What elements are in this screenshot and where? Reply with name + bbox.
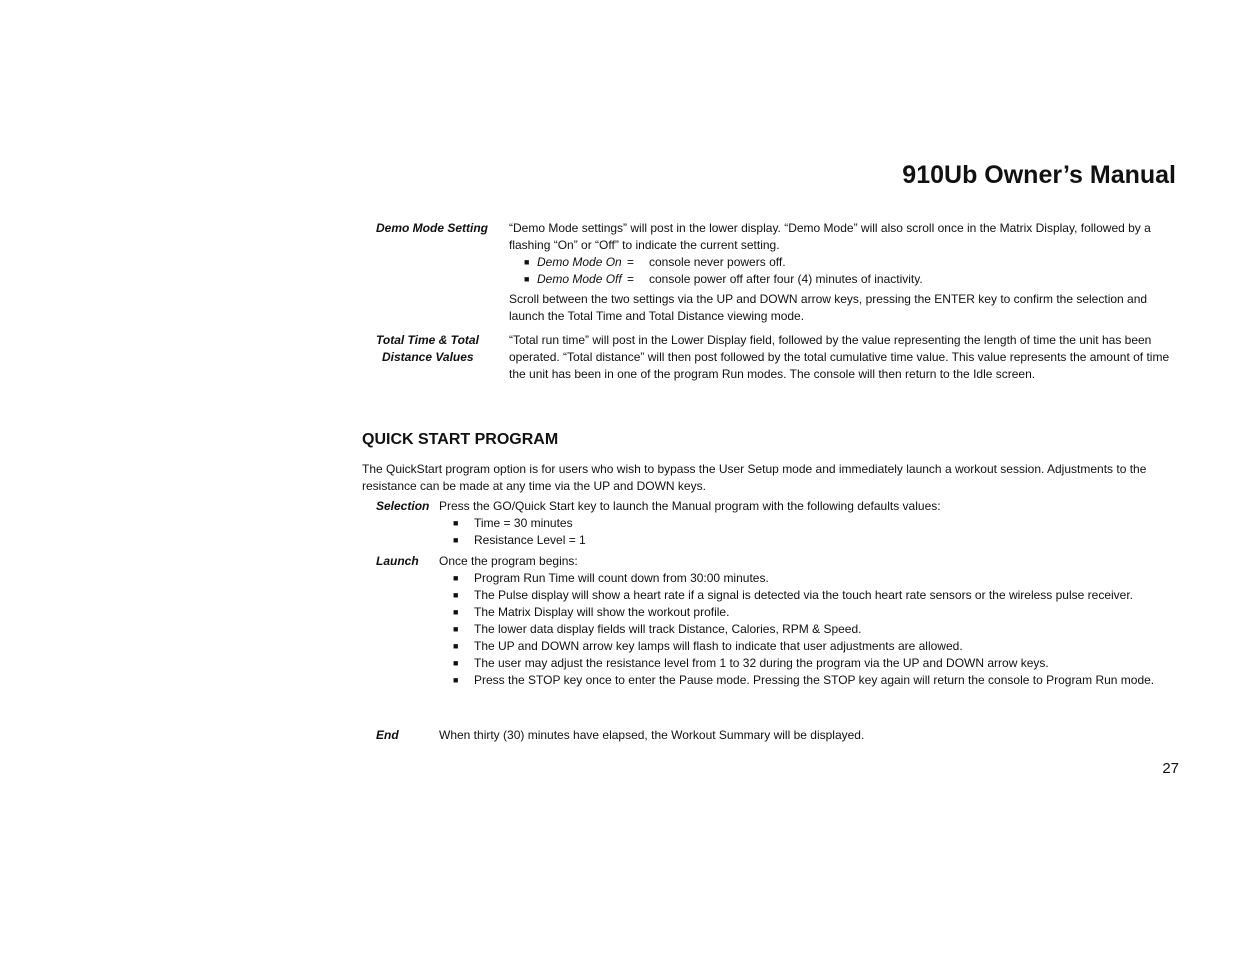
list-item — [439, 672, 1176, 689]
list-item-text: The lower data display fields will track Distance, Calories, RPM & Speed. — [474, 622, 862, 636]
square-bullet-icon: ■ — [453, 590, 459, 600]
end-body — [439, 727, 1176, 744]
list-item-text: Time = 30 minutes — [474, 516, 573, 530]
square-bullet-icon: ■ — [453, 518, 459, 528]
option-description: console never powers off. — [649, 255, 786, 269]
option-term: Demo Mode On — [537, 255, 622, 269]
demo-mode-option — [509, 271, 1177, 288]
launch-list — [439, 570, 1176, 689]
total-time-body — [509, 332, 1177, 383]
option-description: console power off after four (4) minutes of inactivity. — [649, 272, 923, 286]
list-item-text: The Pulse display will show a heart rate if a signal is detected via the touch heart rate sensors or the wireless pulse receiver. — [474, 588, 1133, 602]
square-bullet-icon: ■ — [453, 573, 459, 583]
quick-start-intro: The QuickStart program option is for users who wish to bypass the User Setup mode and immediately launch a workout session. Adjustments to the resistance can be made at any time via the UP and DOWN keys. — [362, 462, 1147, 493]
demo-mode-options — [509, 254, 1177, 288]
list-item — [439, 532, 1176, 549]
page-number: 27 — [1162, 760, 1179, 777]
list-item-text: The Matrix Display will show the workout profile. — [474, 605, 730, 619]
list-item-text: Program Run Time will count down from 30:00 minutes. — [474, 571, 769, 585]
end-label: End — [376, 728, 399, 742]
list-item-text: The UP and DOWN arrow key lamps will flash to indicate that user adjustments are allowed. — [474, 639, 963, 653]
list-item — [439, 638, 1176, 655]
section-heading: QUICK START PROGRAM — [362, 431, 559, 448]
square-bullet-icon: ■ — [524, 257, 530, 267]
total-time-description: “Total run time” will post in the Lower Display field, followed by the value representing the length of time the unit has been operated. “Total distance” will then post followed by the total cumulative time value. This value represents the amount of time the unit has been in one of the program Run modes. The console will then return to the Idle screen. — [509, 333, 1170, 381]
list-item — [439, 621, 1176, 638]
list-item — [439, 515, 1176, 532]
square-bullet-icon: ■ — [453, 607, 459, 617]
launch-text: Once the program begins: — [439, 554, 578, 568]
total-time-label-line2: Distance Values — [382, 350, 474, 364]
launch-body — [439, 553, 1176, 689]
demo-mode-label: Demo Mode Setting — [376, 221, 489, 235]
selection-list — [439, 515, 1176, 549]
square-bullet-icon: ■ — [453, 641, 459, 651]
list-item-text: The user may adjust the resistance level from 1 to 32 during the program via the UP and DOWN arrow keys. — [474, 656, 1049, 670]
square-bullet-icon: ■ — [453, 675, 459, 685]
launch-label: Launch — [376, 554, 419, 568]
manual-title: 910Ub Owner’s Manual — [902, 161, 1176, 189]
selection-label: Selection — [376, 499, 430, 513]
demo-mode-description: “Demo Mode settings” will post in the lower display. “Demo Mode” will also scroll once in the Matrix Display, followed by a flashing “On” or “Off” to indicate the current setting. — [509, 221, 1151, 252]
demo-mode-option — [509, 254, 1177, 271]
end-text: When thirty (30) minutes have elapsed, the Workout Summary will be displayed. — [439, 728, 865, 742]
list-item-text: Press the STOP key once to enter the Pause mode. Pressing the STOP key again will return the console to Program Run mode. — [474, 673, 1155, 687]
square-bullet-icon: ■ — [453, 658, 459, 668]
total-time-label — [376, 332, 504, 366]
total-time-label-line1: Total Time & Total — [376, 333, 479, 347]
list-item-text: Resistance Level = 1 — [474, 533, 586, 547]
list-item — [439, 604, 1176, 621]
list-item — [439, 655, 1176, 672]
list-item — [439, 570, 1176, 587]
option-equals: = — [627, 272, 635, 286]
square-bullet-icon: ■ — [453, 535, 459, 545]
option-equals: = — [627, 255, 635, 269]
list-item — [439, 587, 1176, 604]
demo-mode-instructions: Scroll between the two settings via the UP and DOWN arrow keys, pressing the ENTER key to confirm the selection and launch the Total Time and Total Distance viewing mode. — [509, 292, 1148, 323]
option-term: Demo Mode Off — [537, 272, 622, 286]
selection-body — [439, 498, 1176, 549]
square-bullet-icon: ■ — [453, 624, 459, 634]
selection-text: Press the GO/Quick Start key to launch the Manual program with the following defaults values: — [439, 499, 941, 513]
square-bullet-icon: ■ — [524, 274, 530, 284]
demo-mode-body — [509, 220, 1177, 325]
